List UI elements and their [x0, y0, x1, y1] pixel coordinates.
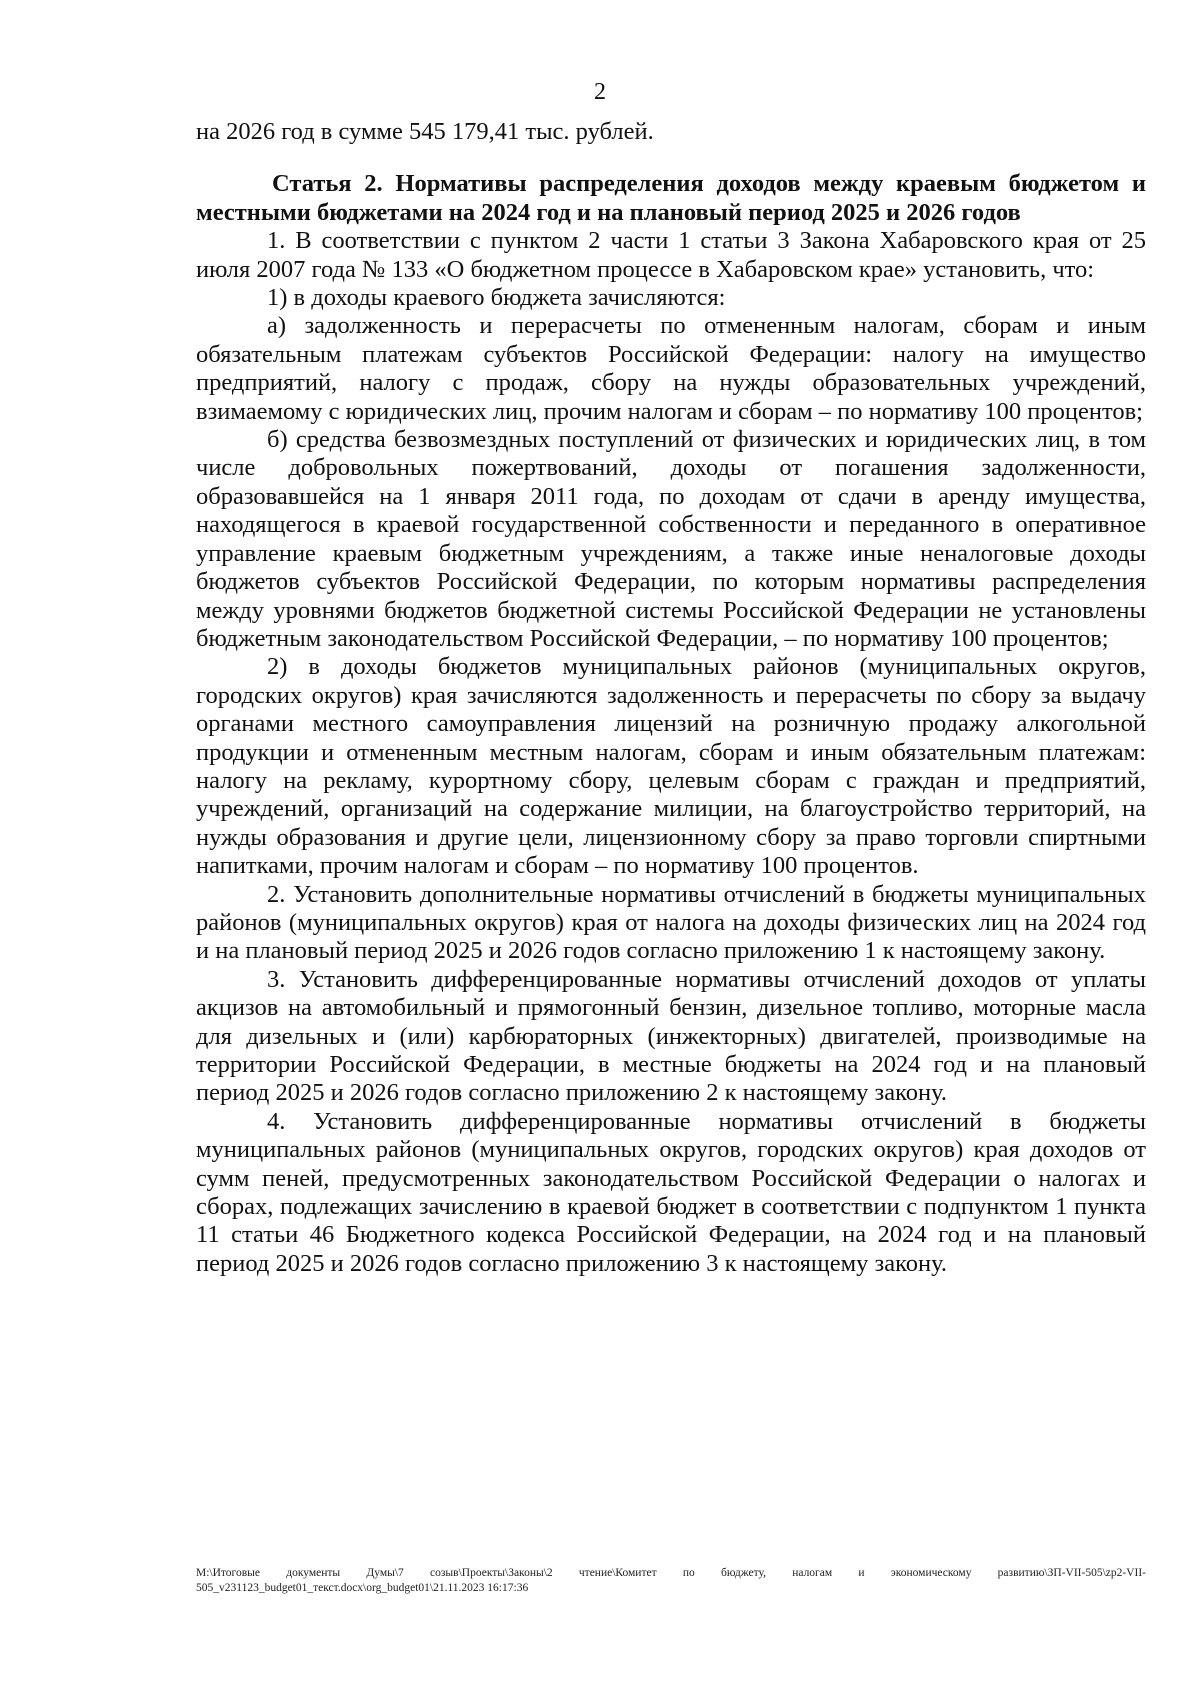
paragraph-2: 2. Установить дополнительные нормативы отчислений в бюджеты муниципальных районов (муниципальных округов) края от налога на доходы физических лиц на 2024 год и на плановый период 2025 и 2026 годов согласно приложению 1 к настоящему закону.	[196, 880, 1146, 965]
page-number: 2	[594, 79, 606, 105]
article-heading: Статья 2. Нормативы распределения доходов между краевым бюджетом и местными бюджетами на 2024 год и на плановый период 2025 и 2026 годов	[196, 170, 1146, 226]
paragraph-1-1-a: а) задолженность и перерасчеты по отмененным налогам, сборам и иным обязательным платежам субъектов Российской Федерации: налогу на имущество предприятий, налогу с продаж, сбору на нужды образовательных учреждений, взимаемому с юридических лиц, прочим налогам и сборам – по нормативу 100 процентов;	[196, 312, 1146, 425]
paragraph-1: 1. В соответствии с пунктом 2 части 1 статьи 3 Закона Хабаровского края от 25 июля 2007 года № 133 «О бюджетном процессе в Хабаровском крае» установить, что:	[196, 227, 1146, 283]
paragraph-1-2: 2) в доходы бюджетов муниципальных районов (муниципальных округов, городских округов) края зачисляются задолженность и перерасчеты по сбору за выдачу органами местного самоуправления лицензий на розничную продажу алкогольной продукции и отмененным местным налогам, сборам и иным обязательным платежам: налогу на рекламу, курортному сбору, целевым сборам с граждан и предприятий, учреждений, организаций на содержание милиции, на благоустройство территорий, на нужды образования и другие цели, лицензионному сбору за право торговли спиртными напитками, прочим налогам и сборам – по нормативу 100 процентов.	[196, 653, 1146, 880]
paragraph-1-1-b: б) средства безвозмездных поступлений от физических и юридических лиц, в том числе добровольных пожертвований, доходы от погашения задолженности, образовавшейся на 1 января 2011 года, по доходам от сдачи в аренду имущества, находящегося в краевой государственной собственности и переданного в оперативное управление краевым бюджетным учреждениям, а также иные неналоговые доходы бюджетов субъектов Российской Федерации, по которым нормативы распределения между уровнями бюджетов бюджетной системы Российской Федерации не установлены бюджетным законодательством Российской Федерации, – по нормативу 100 процентов;	[196, 426, 1146, 652]
paragraph-3: 3. Установить дифференцированные нормативы отчислений доходов от уплаты акцизов на автомобильный и прямогонный бензин, дизельное топливо, моторные масла для дизельных и (или) карбюраторных (инжекторных) двигателей, производимые на территории Российской Федерации, в местные бюджеты на 2024 год и на плановый период 2025 и 2026 годов согласно приложению 2 к настоящему закону.	[196, 965, 1146, 1107]
document-body	[196, 118, 1146, 1278]
paragraph-4: 4. Установить дифференцированные нормативы отчислений в бюджеты муниципальных районов (муниципальных округов, городских округов) края доходов от сумм пеней, предусмотренных законодательством Российской Федерации о налогах и сборах, подлежащих зачислению в краевой бюджет в соответствии с подпунктом 1 пункта 11 статьи 46 Бюджетного кодекса Российской Федерации, на 2024 год и на плановый период 2025 и 2026 годов согласно приложению 3 к настоящему закону.	[196, 1107, 1146, 1277]
file-path-footer: M:\Итоговые документы Думы\7 созыв\Проекты\Законы\2 чтение\Комитет по бюджету, налогам и экономическому развитию\ЗП-VII-505\zp2-VII-505_v231123_budget01_текст.docx\org_budget01\21.11.2023 16:17:36	[196, 1567, 1146, 1594]
continuation-line: на 2026 год в сумме 545 179,41 тыс. рублей.	[196, 118, 654, 145]
paragraph-1-1: 1) в доходы краевого бюджета зачисляются:	[267, 284, 726, 312]
